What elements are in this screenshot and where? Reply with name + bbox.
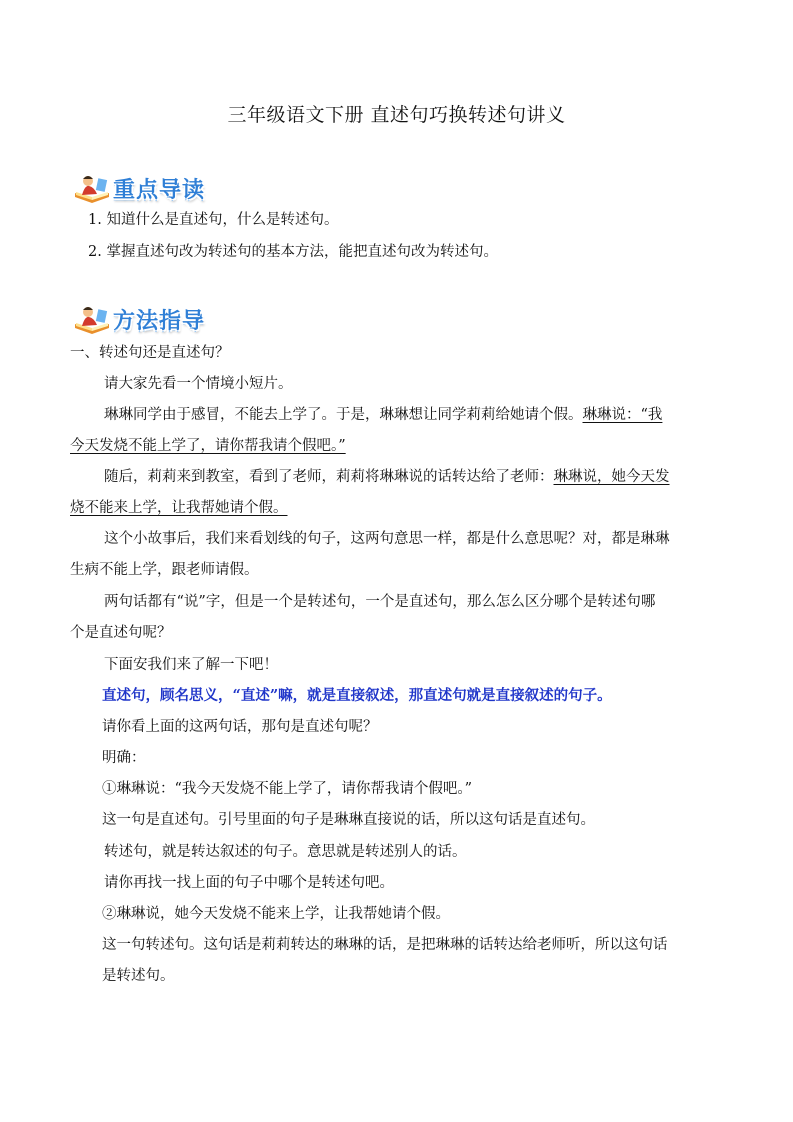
paragraph: 这个小故事后，我们来看划线的句子，这两句意思一样，都是什么意思呢？对，都是琳琳 (104, 531, 670, 547)
paragraph-continued: 是转述句。 (102, 968, 175, 984)
paragraph: 请你再找一找上面的句子中哪个是转述句吧。 (104, 875, 394, 891)
paragraph-text: 随后，莉莉来到教室，看到了老师，莉莉将琳琳说的话转达给了老师： (104, 469, 554, 485)
page-title: 三年级语文下册 直述句巧换转述句讲义 (227, 104, 566, 126)
paragraph: 这一句转述句。这句话是莉莉转达的琳琳的话，是把琳琳的话转达给老师听，所以这句话 (102, 937, 668, 953)
underlined-indirect-quote: 烧不能来上学，让我帮她请个假。 (70, 500, 288, 516)
list-item: 2. 掌握直述句改为转述句的基本方法，能把直述句改为转述句。 (88, 244, 498, 260)
list-item: 1. 知道什么是直述句，什么是转述句。 (88, 212, 339, 228)
definition-direct-sentence: 直述句，顾名思义，“直述”嘛，就是直接叙述，那直述句就是直接叙述的句子。 (102, 687, 612, 704)
paragraph-continued: 个是直述句呢？ (70, 625, 172, 641)
underlined-direct-quote: 今天发烧不能上学了，请你帮我请个假吧。” (70, 438, 346, 454)
paragraph: 明确： (102, 750, 146, 766)
paragraph-text: 琳琳同学由于感冒，不能去上学了。于是，琳琳想让同学莉莉给她请个假。 (104, 407, 583, 423)
banner-title: 重点导读 (113, 177, 206, 203)
paragraph: 两句话都有“说”字，但是一个是转述句，一个是直述句，那么怎么区分哪个是转述句哪 (104, 594, 656, 610)
definition-indirect-sentence: 转述句，就是转达叙述的句子。意思就是转述别人的话。 (104, 844, 467, 860)
section-heading: 一、转述句还是直述句？ (70, 345, 230, 361)
paragraph (104, 467, 670, 487)
reading-book-icon (73, 304, 111, 334)
banner-title: 方法指导 (113, 308, 206, 334)
example-indirect-sentence: ②琳琳说，她今天发烧不能来上学，让我帮她请个假。 (102, 906, 450, 922)
underlined-direct-quote: 琳琳说：“我 (582, 407, 663, 423)
paragraph-continued (70, 498, 288, 518)
paragraph: 这一句是直述句。引号里面的句子是琳琳直接说的话，所以这句话是直述句。 (102, 812, 595, 828)
paragraph-continued: 生病不能上学，跟老师请假。 (70, 562, 259, 578)
reading-book-icon (73, 173, 111, 203)
paragraph: 请大家先看一个情境小短片。 (104, 376, 293, 392)
paragraph: 请你看上面的这两句话，那句是直述句呢？ (102, 719, 378, 735)
section-banner-key-points (73, 171, 205, 205)
paragraph: 下面安我们来了解一下吧！ (104, 657, 278, 673)
paragraph (104, 405, 662, 425)
example-direct-sentence: ①琳琳说：“我今天发烧不能上学了，请你帮我请个假吧。” (102, 781, 473, 797)
paragraph-continued (70, 436, 346, 456)
section-banner-method (73, 302, 205, 336)
underlined-indirect-quote: 琳琳说，她今天发 (553, 469, 670, 485)
